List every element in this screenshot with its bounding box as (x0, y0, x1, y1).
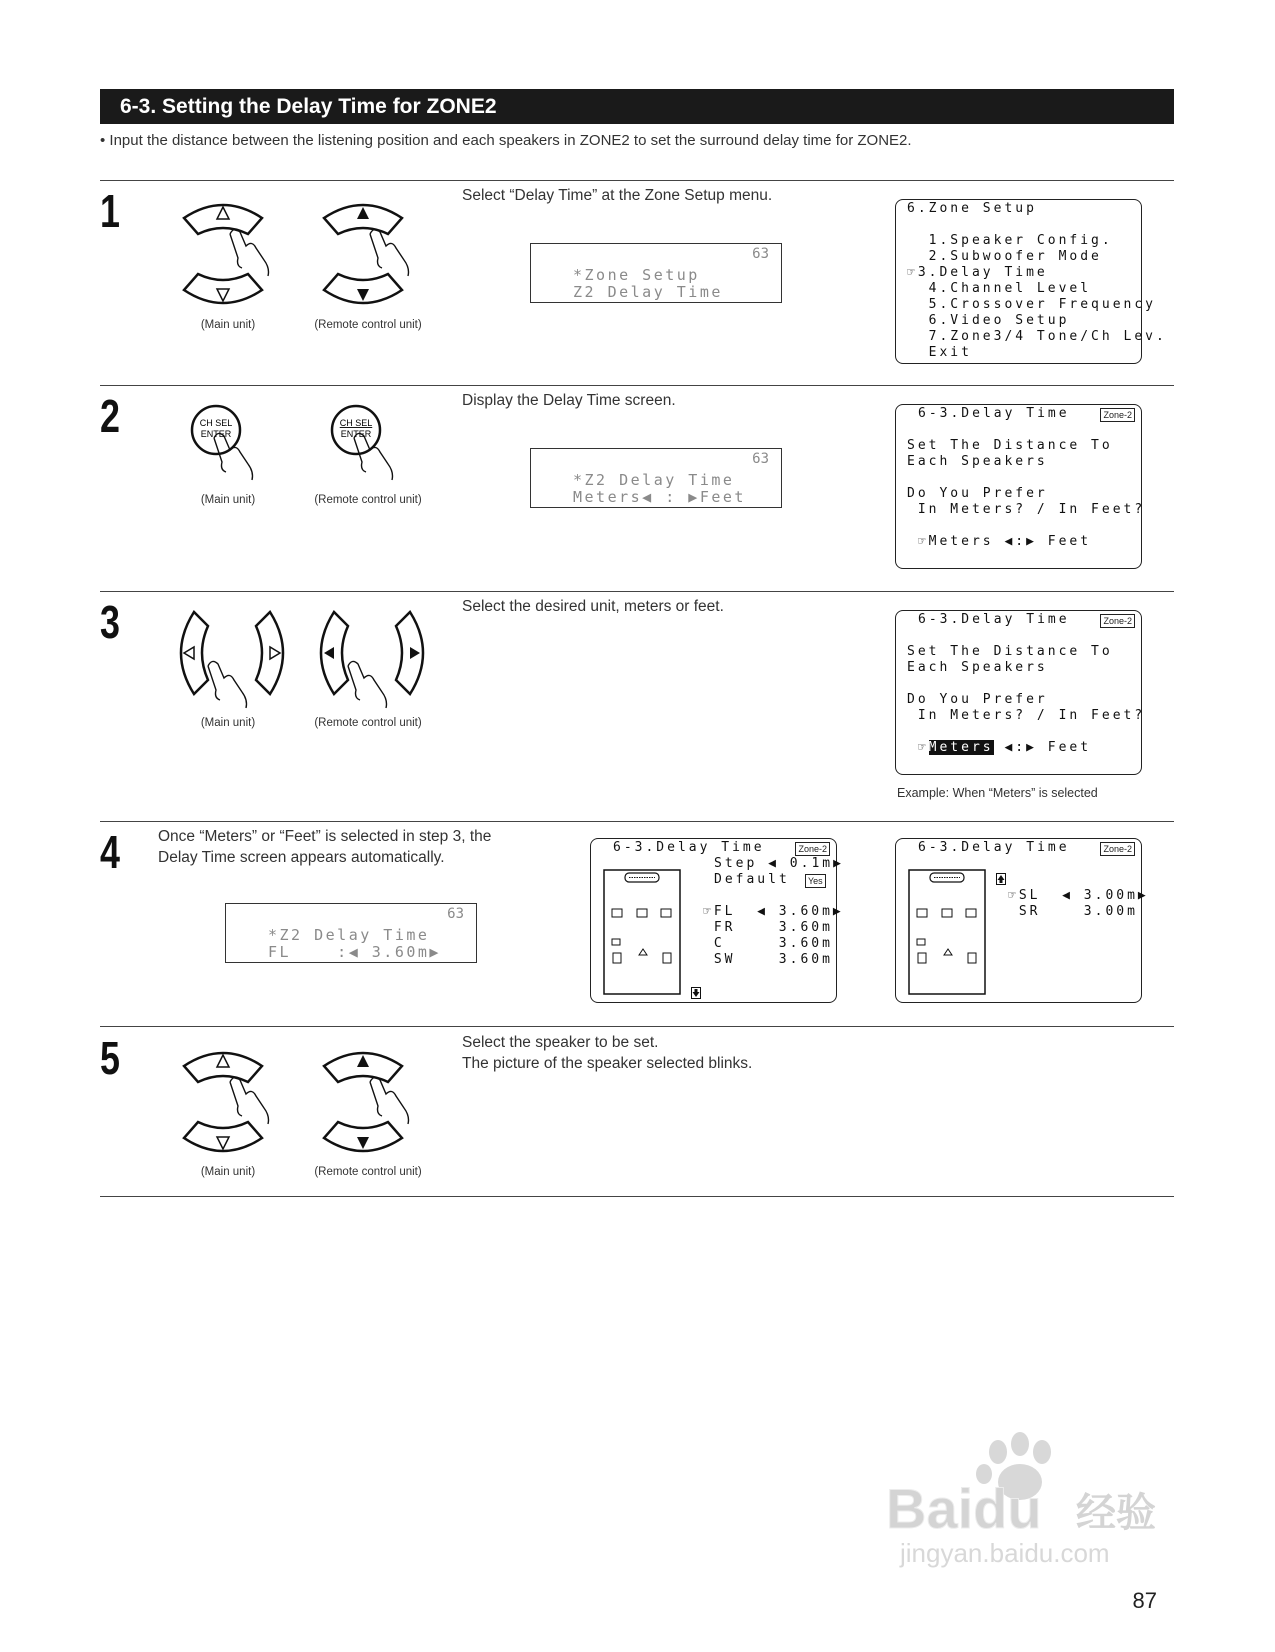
lcd-line-1: *Z2 Delay Time (573, 471, 735, 489)
osd-line: Exit (907, 345, 972, 360)
osd-row-fr: FR 3.60m (703, 920, 833, 935)
button-text-chsel: CH SEL (339, 418, 373, 428)
remote-caption: (Remote control unit) (314, 1166, 422, 1178)
button-text-chsel: CH SEL (199, 418, 233, 428)
remote-chsel-enter-button-illustration (330, 404, 420, 504)
zone-2-badge: Zone-2 (1100, 614, 1135, 628)
scroll-up-icon (996, 873, 1006, 885)
speaker-layout-diagram (908, 869, 988, 997)
osd-line: 6.Zone Setup (907, 201, 1037, 216)
osd-line: Set The Distance To (907, 438, 1113, 453)
meters-highlighted: Meters (928, 740, 994, 755)
step-description-line-1: Once “Meters” or “Feet” is selected in step 3, the (158, 828, 492, 845)
step-number: 3 (100, 596, 120, 648)
lcd-line-1: *Z2 Delay Time (268, 926, 430, 944)
osd-selection-prefix: ☞ (907, 740, 929, 755)
speaker-layout-diagram (603, 869, 683, 997)
on-screen-display-delay-time-unit (895, 404, 1146, 569)
watermark-brand: Baidu (886, 1477, 1042, 1540)
zone-2-badge: Zone-2 (1100, 408, 1135, 422)
osd-line: 1.Speaker Config. (907, 233, 1113, 248)
zone-2-badge: Zone-2 (795, 842, 830, 856)
divider (100, 1196, 1174, 1197)
lcd-counter: 63 (752, 246, 769, 262)
intro-text: • Input the distance between the listening position and each speakers in ZONE2 to set the surround delay time for ZONE2. (100, 132, 912, 149)
main-unit-caption: (Main unit) (200, 494, 256, 506)
default-yes-badge: Yes (805, 874, 826, 888)
osd-line-selection (907, 740, 1091, 755)
step-description: Select “Delay Time” at the Zone Setup menu. (462, 187, 773, 204)
osd-default-label: Default (714, 872, 790, 887)
remote-up-down-buttons-illustration (318, 196, 428, 316)
section-title: 6-3. Setting the Delay Time for ZONE2 (100, 89, 1174, 124)
watermark-url: jingyan.baidu.com (900, 1538, 1110, 1568)
front-display-lcd (530, 243, 782, 303)
osd-row-fl: ☞FL ◀ 3.60m▶ (703, 904, 844, 919)
lcd-counter: 63 (752, 451, 769, 467)
front-display-lcd (530, 448, 782, 508)
main-unit-caption: (Main unit) (200, 717, 256, 729)
on-screen-display-zone-setup (895, 199, 1167, 364)
step-description: Select the desired unit, meters or feet. (462, 598, 724, 615)
osd-line: 6.Video Setup (907, 313, 1070, 328)
osd-row-sl: ☞SL ◀ 3.00m▶ (1008, 888, 1149, 903)
step-number: 4 (100, 826, 120, 878)
osd-row-c: C 3.60m (703, 936, 833, 951)
osd-selection-suffix: ◀:▶ Feet (993, 740, 1092, 755)
divider (100, 821, 1174, 822)
scroll-down-icon (691, 987, 701, 999)
watermark-cn: 经验 (1076, 1490, 1156, 1536)
remote-caption: (Remote control unit) (314, 319, 422, 331)
osd-line: Do You Prefer (907, 692, 1048, 707)
page-number: 87 (1132, 1588, 1157, 1613)
step-number: 5 (100, 1032, 120, 1084)
osd-step-setting: Step ◀ 0.1m▶ (714, 856, 844, 871)
step-number: 2 (100, 390, 120, 442)
remote-caption: (Remote control unit) (314, 494, 422, 506)
divider (100, 385, 1174, 386)
osd-line: 2.Subwoofer Mode (907, 249, 1102, 264)
osd-line-selected: ☞3.Delay Time (907, 265, 1048, 280)
lcd-line-2: Z2 Delay Time (573, 283, 723, 301)
main-unit-left-right-buttons-illustration (172, 608, 292, 718)
example-caption: Example: When “Meters” is selected (897, 786, 1098, 800)
main-unit-caption: (Main unit) (200, 319, 256, 331)
on-screen-display-delay-surround (895, 838, 1149, 1003)
osd-line: 7.Zone3/4 Tone/Ch Lev. (907, 329, 1167, 344)
main-unit-up-down-buttons-illustration (178, 196, 288, 316)
step-description: Display the Delay Time screen. (462, 392, 676, 409)
button-text-enter: ENTER (200, 429, 232, 439)
osd-title: 6-3.Delay Time (918, 840, 1070, 855)
osd-line-selection: ☞Meters ◀:▶ Feet (907, 534, 1092, 549)
baidu-jingyan-watermark (880, 1430, 1180, 1570)
osd-row-sw: SW 3.60m (703, 952, 833, 967)
step-description-line-2: Delay Time screen appears automatically. (158, 849, 445, 866)
front-display-lcd (225, 903, 477, 963)
step-number: 1 (100, 185, 120, 237)
zone-2-badge: Zone-2 (1100, 842, 1135, 856)
main-unit-chsel-enter-button-illustration (190, 404, 280, 504)
lcd-line-2: Meters◀ : ▶Feet (573, 488, 746, 506)
osd-line: 4.Channel Level (907, 281, 1092, 296)
osd-line: Each Speakers (907, 660, 1048, 675)
lcd-counter: 63 (447, 906, 464, 922)
main-unit-up-down-buttons-illustration (178, 1044, 288, 1164)
step-description-line-1: Select the speaker to be set. (462, 1034, 659, 1051)
osd-line: Each Speakers (907, 454, 1048, 469)
osd-line: Set The Distance To (907, 644, 1113, 659)
osd-title: 6-3.Delay Time (918, 612, 1070, 627)
divider (100, 180, 1174, 181)
divider (100, 591, 1174, 592)
osd-line: In Meters? / In Feet? (907, 708, 1146, 723)
osd-line: In Meters? / In Feet? (907, 502, 1146, 517)
osd-title: 6-3.Delay Time (613, 840, 765, 855)
on-screen-display-meters-selected (895, 610, 1146, 775)
osd-row-sr: SR 3.00m (1008, 904, 1138, 919)
lcd-line-1: *Zone Setup (573, 266, 700, 284)
remote-up-down-buttons-illustration (318, 1044, 428, 1164)
osd-line: 5.Crossover Frequency (907, 297, 1157, 312)
divider (100, 1026, 1174, 1027)
lcd-line-2: FL :◀ 3.60m▶ (268, 943, 441, 961)
on-screen-display-delay-front (590, 838, 844, 1003)
button-text-enter: ENTER (340, 429, 372, 439)
step-description-line-2: The picture of the speaker selected blinks. (462, 1055, 753, 1072)
osd-title: 6-3.Delay Time (918, 406, 1070, 421)
main-unit-caption: (Main unit) (200, 1166, 256, 1178)
osd-line: Do You Prefer (907, 486, 1048, 501)
remote-left-right-buttons-illustration (312, 608, 432, 718)
remote-caption: (Remote control unit) (314, 717, 422, 729)
